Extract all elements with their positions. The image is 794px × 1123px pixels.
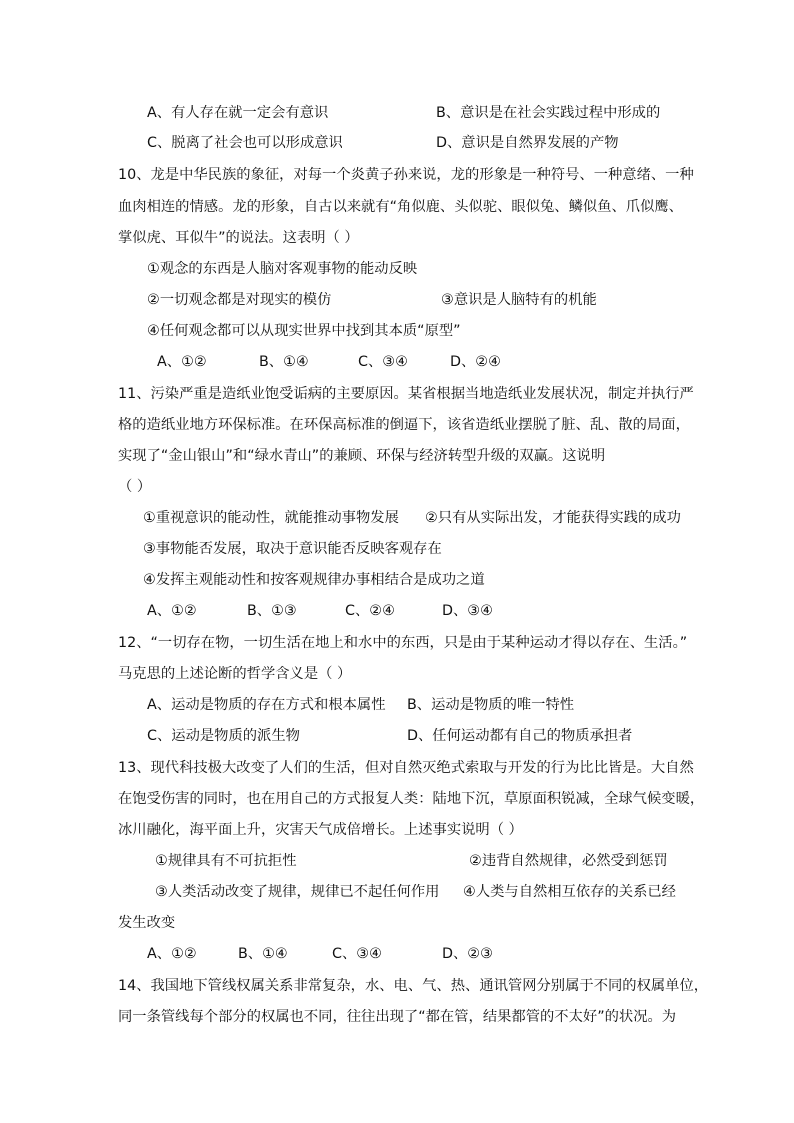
q13-statement-1: ①规律具有不可抗拒性 xyxy=(155,853,297,869)
q10-option-a: A、①② xyxy=(157,354,207,370)
q10-option-b: B、①④ xyxy=(259,354,309,370)
q10-stem-line: 血肉相连的情感。龙的形象，自古以来就有“角似鹿、头似驼、眼似兔、鳞似鱼、爪似鹰、 xyxy=(118,199,683,215)
q9-option-c: C、脱离了社会也可以形成意识 xyxy=(147,135,343,151)
q10-statement-1: ①观念的东西是人脑对客观事物的能动反映 xyxy=(147,261,418,277)
q10-stem-line: 掌似虎、耳似牛”的说法。这表明（ ） xyxy=(118,230,359,246)
q11-option-d: D、③④ xyxy=(442,603,493,619)
q11-stem-line: 实现了“金山银山”和“绿水青山”的兼顾、环保与经济转型升级的双赢。这说明 xyxy=(118,448,606,464)
q11-stem-line: 11、污染严重是造纸业饱受诟病的主要原因。某省根据当地造纸业发展状况，制定并执行严 xyxy=(118,386,694,402)
q13-statement-4-continued: 发生改变 xyxy=(118,915,176,931)
q10-statement-4: ④任何观念都可以从现实世界中找到其本质“原型” xyxy=(147,323,461,339)
q12-stem-line: 12、“一切存在物，一切生活在地上和水中的东西，只是由于某种运动才得以存在、生活。” xyxy=(118,635,688,651)
q11-option-b: B、①③ xyxy=(247,603,297,619)
q12-option-b: B、运动是物质的唯一特性 xyxy=(407,697,575,713)
q13-statement-4: ④人类与自然相互依存的关系已经 xyxy=(463,884,676,900)
q13-option-c: C、③④ xyxy=(332,946,382,962)
q11-stem-line: 格的造纸业地方环保标准。在环保高标准的倒逼下，该省造纸业摆脱了脏、乱、散的局面， xyxy=(118,417,690,433)
q14-stem-line: 14、我国地下管线权属关系非常复杂，水、电、气、热、通讯管网分别属于不同的权属单位， xyxy=(118,978,709,994)
q14-stem-line: 同一条管线每个部分的权属也不同，往往出现了“都在管，结果都管的不太好”的状况。为 xyxy=(118,1009,677,1025)
q10-option-c: C、③④ xyxy=(358,354,408,370)
q10-option-d: D、②④ xyxy=(450,354,501,370)
q11-stem-line: （ ） xyxy=(118,479,152,495)
q9-option-d: D、意识是自然界发展的产物 xyxy=(436,135,619,151)
q13-stem-line: 冰川融化，海平面上升，灾害天气成倍增长。上述事实说明（ ） xyxy=(118,822,523,838)
q11-option-c: C、②④ xyxy=(345,603,395,619)
q10-stem-line: 10、龙是中华民族的象征，对每一个炎黄子孙来说，龙的形象是一种符号、一种意绪、一种 xyxy=(118,167,694,183)
q13-option-b: B、①④ xyxy=(238,946,288,962)
q11-statement-3: ③事物能否发展，取决于意识能否反映客观存在 xyxy=(143,541,442,557)
q10-statement-3: ③意识是人脑特有的机能 xyxy=(441,292,597,308)
q9-option-a: A、有人存在就一定会有意识 xyxy=(147,105,329,121)
q13-statement-3: ③人类活动改变了规律，规律已不起任何作用 xyxy=(155,884,440,900)
q9-option-b: B、意识是在社会实践过程中形成的 xyxy=(436,105,661,121)
q13-stem-line: 13、现代科技极大改变了人们的生活，但对自然灭绝式索取与开发的行为比比皆是。大自然 xyxy=(118,760,694,776)
q13-option-d: D、②③ xyxy=(442,946,493,962)
q11-statement-1: ①重视意识的能动性，就能推动事物发展 xyxy=(143,510,399,526)
q13-stem-line: 在饱受伤害的同时，也在用自己的方式报复人类：陆地下沉，草原面积锐减，全球气候变暖， xyxy=(118,791,705,807)
q13-option-a: A、①② xyxy=(147,946,197,962)
q11-statement-2: ②只有从实际出发，才能获得实践的成功 xyxy=(425,510,681,526)
q11-statement-4: ④发挥主观能动性和按客观规律办事相结合是成功之道 xyxy=(143,572,485,588)
q11-option-a: A、①② xyxy=(147,603,197,619)
q13-statement-2: ②违背自然规律，必然受到惩罚 xyxy=(469,853,668,869)
q12-stem-line: 马克思的上述论断的哲学含义是（ ） xyxy=(118,666,352,682)
q12-option-d: D、任何运动都有自己的物质承担者 xyxy=(407,728,633,744)
q12-option-a: A、运动是物质的存在方式和根本属性 xyxy=(147,697,386,713)
q12-option-c: C、运动是物质的派生物 xyxy=(147,728,300,744)
q10-statement-2: ②一切观念都是对现实的模仿 xyxy=(147,292,332,308)
